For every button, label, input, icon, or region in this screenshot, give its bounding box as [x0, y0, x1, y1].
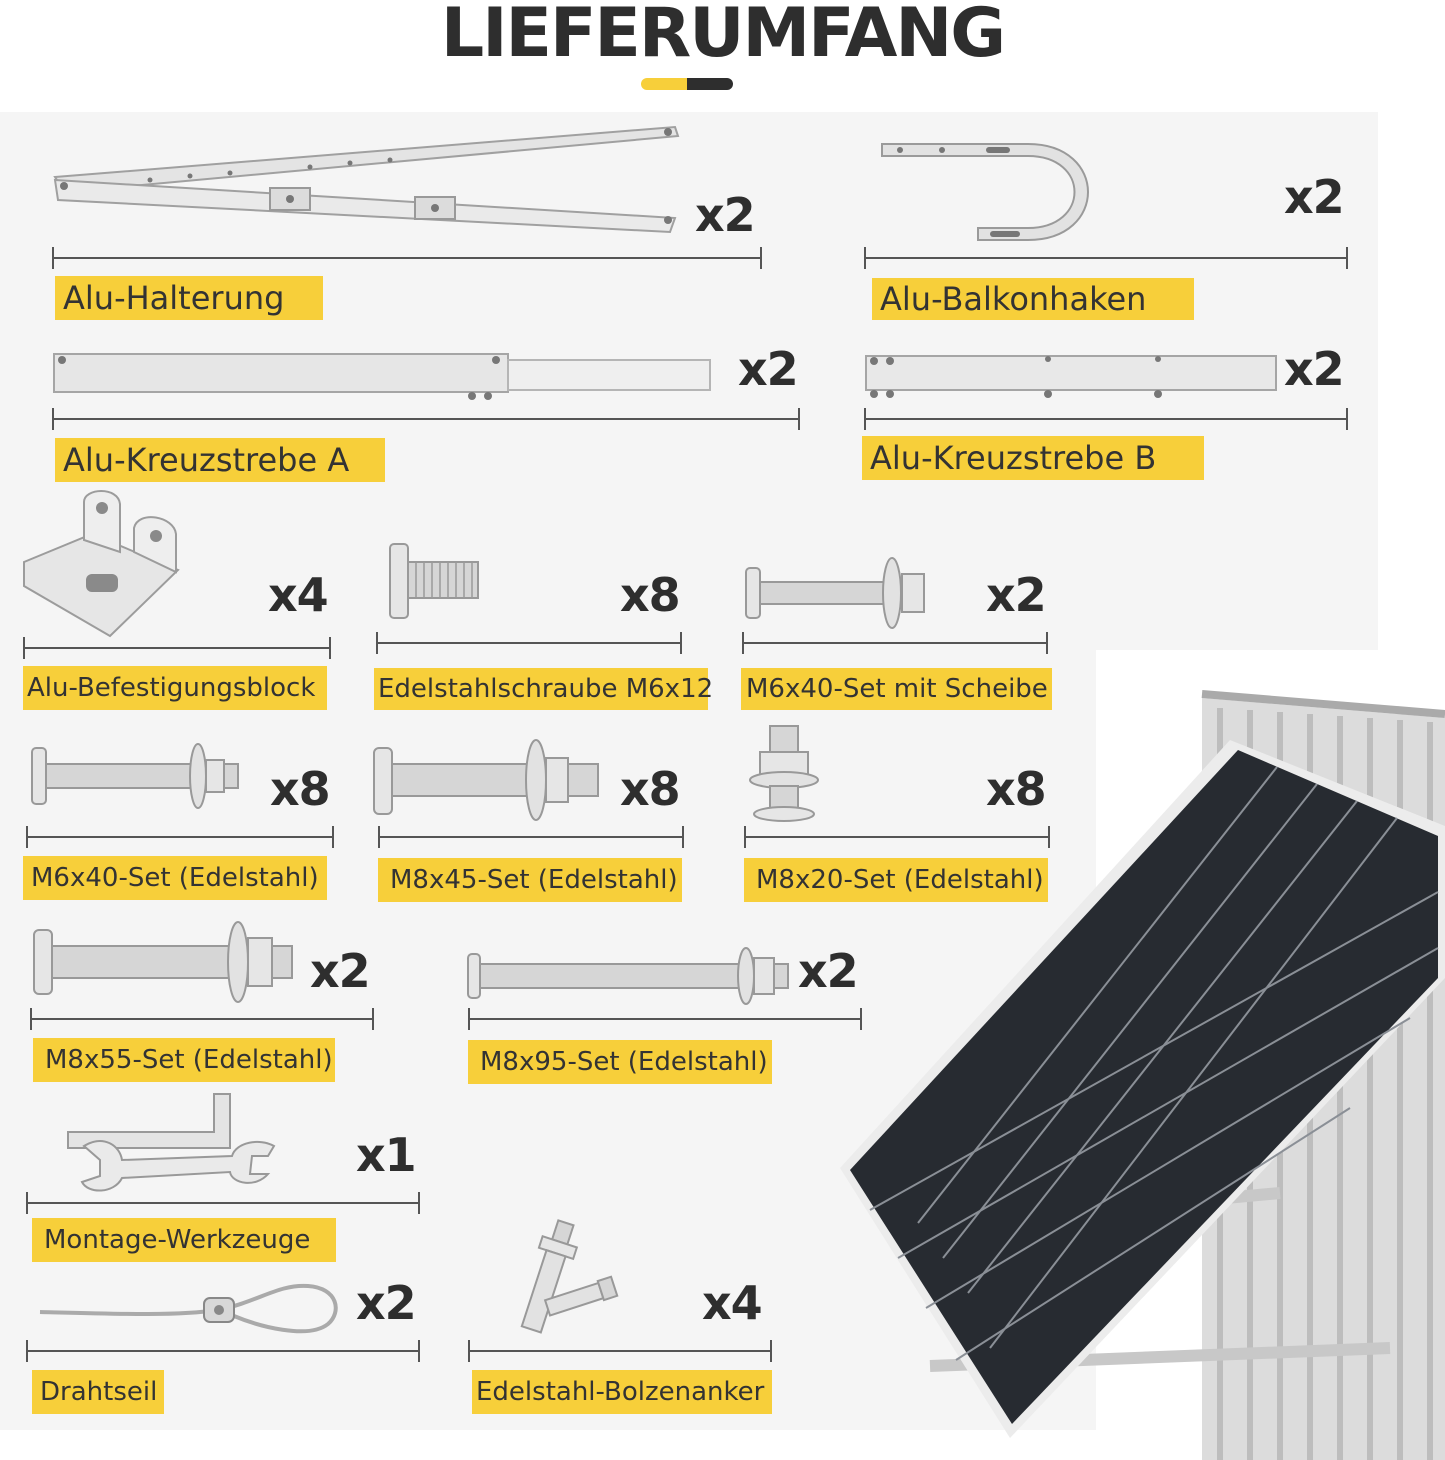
item-label: Edelstahl-Bolzenanker [472, 1370, 772, 1414]
qty-text: x2 [1284, 342, 1344, 396]
item-label: Alu-Befestigungsblock [23, 666, 327, 710]
qty-text: x2 [738, 342, 798, 396]
item-label: Alu-Kreuzstrebe A [55, 438, 385, 482]
item-label: M6x40-Set mit Scheibe [741, 668, 1052, 710]
dimension-line [468, 1018, 862, 1020]
qty-text: x8 [986, 762, 1046, 816]
dimension-line [742, 642, 1048, 644]
qty-text: x8 [620, 762, 680, 816]
qty-text: x2 [798, 944, 858, 998]
item-label: Edelstahlschraube M6x12 [374, 668, 708, 710]
item-label: Montage-Werkzeuge [32, 1218, 336, 1262]
dimension-line [26, 1202, 420, 1204]
item-label: Drahtseil [32, 1370, 164, 1414]
dimension-line [26, 1350, 420, 1352]
qty-text: x2 [986, 568, 1046, 622]
bolt-icon [30, 742, 242, 812]
page-title: LIEFERUMFANG [440, 0, 1005, 73]
qty-text: x2 [356, 1276, 416, 1330]
dimension-line [26, 836, 334, 838]
dimension-line [376, 642, 682, 644]
item-label: M8x45-Set (Edelstahl) [378, 858, 682, 902]
screw-icon [386, 542, 482, 620]
dimension-line [52, 257, 762, 259]
qty-text: x4 [268, 568, 328, 622]
item-label: Alu-Halterung [55, 276, 323, 320]
dimension-line [378, 836, 684, 838]
qty-text: x4 [702, 1276, 762, 1330]
bracket-icon [50, 122, 690, 242]
item-label: M8x95-Set (Edelstahl) [468, 1040, 772, 1084]
dimension-line [864, 418, 1348, 420]
wire-rope-icon [38, 1282, 342, 1342]
item-label: M8x55-Set (Edelstahl) [33, 1038, 335, 1082]
qty-text: x8 [620, 568, 680, 622]
strut-a-icon [52, 350, 716, 408]
strut-b-icon [864, 352, 1280, 402]
dimension-line [468, 1350, 772, 1352]
qty-text: x2 [695, 188, 755, 242]
solar-panel-illustration [810, 648, 1445, 1460]
item-label: M8x20-Set (Edelstahl) [744, 858, 1048, 902]
qty-text: x1 [356, 1128, 416, 1182]
wrench-icon [64, 1090, 290, 1196]
dimension-line [52, 418, 800, 420]
item-label: Alu-Kreuzstrebe B [862, 436, 1204, 480]
anchor-bolt-icon [498, 1218, 622, 1336]
item-label: Alu-Balkonhaken [872, 278, 1194, 320]
mount-block-icon [20, 488, 182, 640]
qty-text: x2 [310, 944, 370, 998]
dimension-line [23, 647, 331, 649]
hook-icon [878, 140, 1098, 248]
qty-text: x8 [270, 762, 330, 816]
bolt-icon [32, 920, 296, 1004]
long-bolt-icon [466, 946, 792, 1006]
bolt-icon [372, 738, 604, 824]
bolt-washer-icon [744, 556, 928, 630]
item-label: M6x40-Set (Edelstahl) [23, 856, 327, 900]
dimension-line [864, 257, 1348, 259]
dimension-line [30, 1018, 374, 1020]
qty-text: x2 [1284, 170, 1344, 224]
title-underline [641, 78, 733, 90]
